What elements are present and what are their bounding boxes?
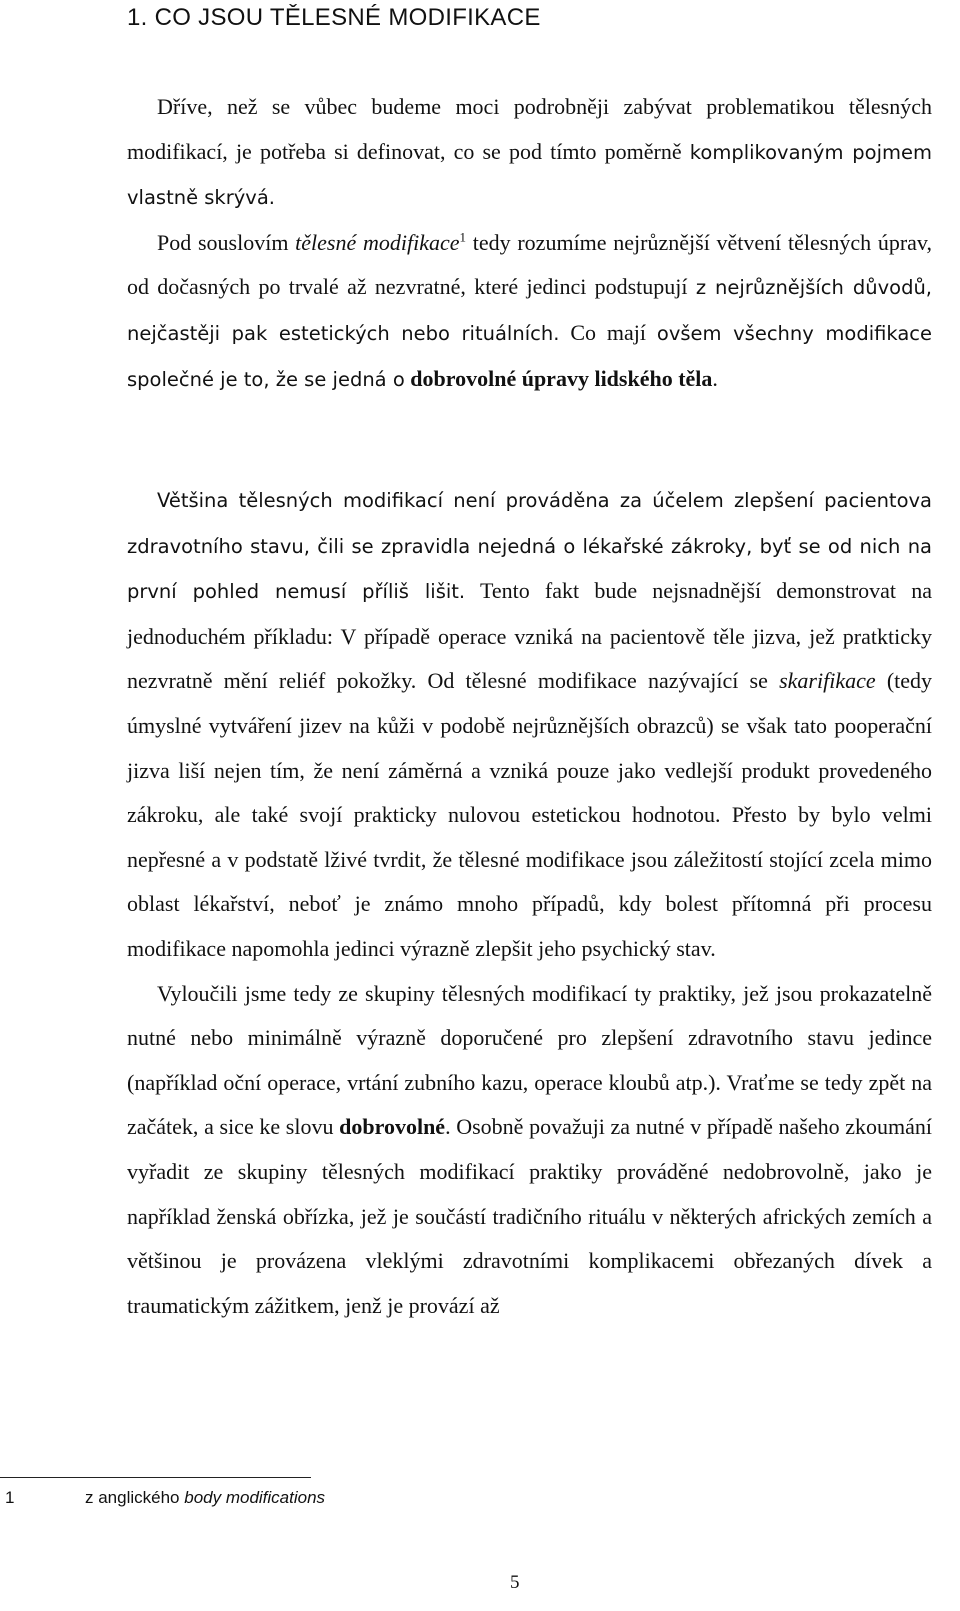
footnote-number: 1: [5, 1488, 15, 1507]
definition-middle: tedy rozumíme nejrůznější větvení tělesných úprav, od dočasných po trvalé až nezvratné, které jedinci podstupují: [127, 229, 932, 300]
common-trait-text: ovšem všechny modifikace společné je to, že se jedná o: [127, 321, 933, 391]
common-trait-end: .: [712, 365, 718, 391]
paragraph-definition: [127, 221, 932, 402]
medical-text-sans: Většina tělesných modifikací není prováděna za účelem zlepšení pacientova zdravotního stavu, čili se zpravidla nejedná o lékařské zákroky, byť se od nich na první pohled nemusí příliš lišit.: [127, 489, 932, 604]
paragraph-voluntary: [127, 972, 932, 1329]
voluntary-modifications-emphasis: dobrovolné úpravy lidského těla: [410, 365, 713, 391]
chapter-heading: 1. CO JSOU TĚLESNÉ MODIFIKACE: [127, 4, 541, 31]
voluntary-text-end: . Osobně považuji za nutné v případě našeho zkoumání vyřadit ze skupiny tělesných modifikací praktiky prováděné nedobrovolně, jako je například ženská obřízka, jež je součástí tradičního rituálu v některých afrických zemích a většinou je provázena vleklými zdravotními komplikacemi obřezaných dívek a traumatickým zážitkem, jenž je provází až: [127, 1114, 933, 1318]
term-body-modifications: tělesné modifikace: [295, 229, 460, 255]
definition-start: Pod souslovím: [157, 229, 289, 255]
definition-reasons: z nejrůznějších důvodů, nejčastěji pak estetických nebo rituálních.: [127, 276, 933, 345]
voluntary-emphasis: dobrovolné: [339, 1114, 446, 1140]
medical-text: Tento fakt bude nejsnadnější demonstrovat na jednoduchém příkladu: V případě operace vzniká na pacientově těle jizva, jež pratkticky nezvratně mění reliéf pokožky. Od tělesné modifikace nazývající se: [127, 578, 932, 694]
term-scarification: skarifikace: [779, 668, 876, 694]
footnote: [5, 1488, 325, 1508]
intro-text: Dříve, než se vůbec budeme moci podrobněji zabývat problematikou tělesných modifikací, je potřeba si definovat, co se pod tímto poměrně: [127, 94, 932, 164]
intro-text-end: komplikovaným pojmem vlastně skrývá.: [127, 140, 932, 210]
page-number: 5: [510, 1572, 520, 1593]
footnote-term: body modifications: [184, 1488, 326, 1507]
footnote-prefix: z anglického: [85, 1488, 180, 1507]
paragraph-medical: [127, 478, 932, 972]
footnote-reference[interactable]: 1: [459, 229, 467, 245]
section-1: [127, 85, 932, 402]
footnote-separator: [0, 1477, 311, 1478]
medical-text-continued: (tedy úmyslné vytváření jizev na kůži v podobě nejrůznějších obrazců) se však tato pooperační jizva liší nejen tím, že není záměrná a vzniká pouze jako vedlejší produkt provedeného zákroku, ale také svojí prakticky nulovou estetickou hodnotou. Přesto by bylo velmi nepřesné a v podstatě lživé tvrdit, že tělesné modifikace jsou záležitostí stojící zcela mimo oblast lékařství, neboť je známo mnoho případů, kdy bolest přítomná při procesu modifikace napomohla jedinci výrazně zlepšit jeho psychický stav.: [127, 668, 933, 961]
section-2: [127, 478, 932, 1328]
paragraph-intro: [127, 85, 932, 221]
voluntary-text: Vyloučili jsme tedy ze skupiny tělesných modifikací ty praktiky, jež jsou prokazatelně nutné nebo minimálně výrazně doporučené pro zlepšení zdravotního stavu jedince (například oční operace, vrtání zubního kazu, operace kloubů atp.). Vraťme se tedy zpět na začátek, a sice ke slovu: [127, 980, 932, 1140]
definition-end: Co mají: [570, 319, 646, 345]
